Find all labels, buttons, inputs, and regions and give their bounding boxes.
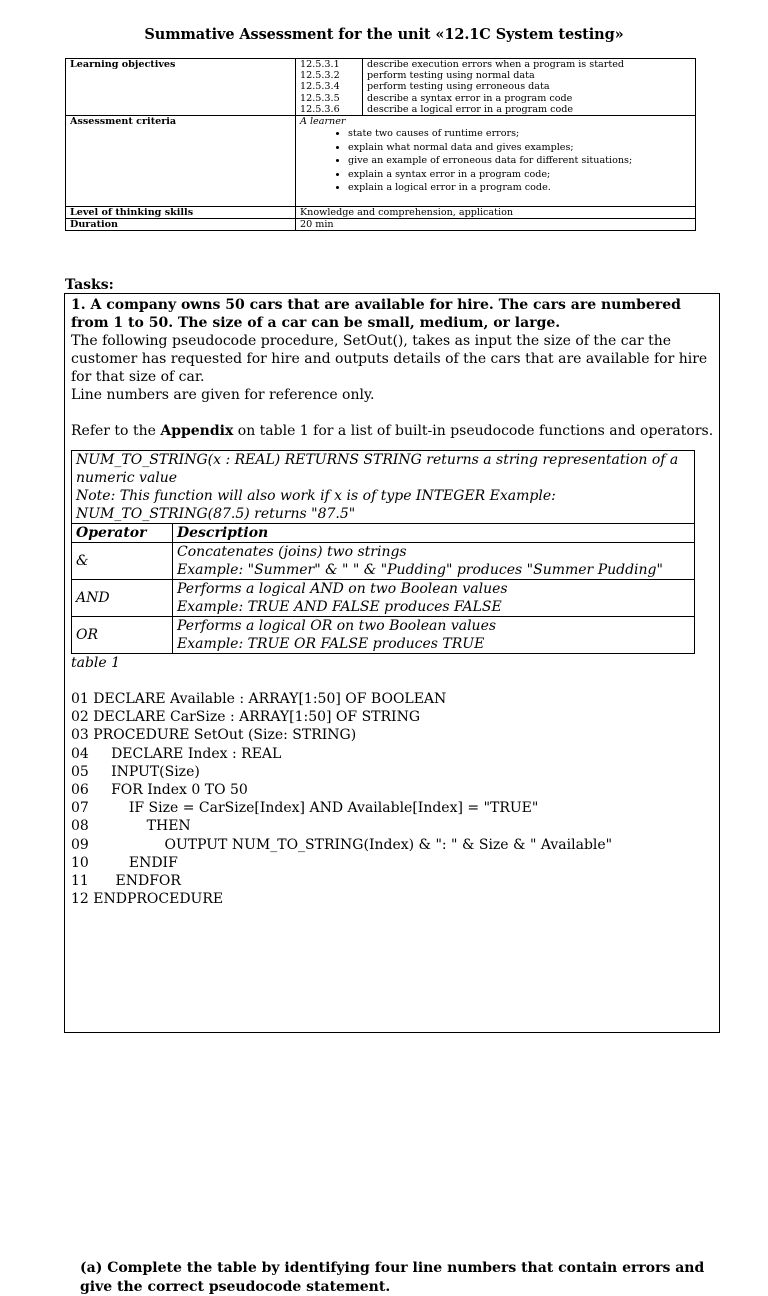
line-note: Line numbers are given for reference only. bbox=[71, 387, 375, 403]
objective-code: 12.5.3.5 bbox=[300, 92, 340, 104]
criteria-item: • state two causes of runtime errors; bbox=[348, 127, 691, 141]
operator-header-row bbox=[72, 524, 695, 543]
question-a bbox=[80, 1259, 710, 1296]
function-row bbox=[72, 451, 695, 524]
code-line: 02 DECLARE CarSize : ARRAY[1:50] OF STRING bbox=[71, 709, 421, 726]
assessment-criteria-label: Assessment criteria bbox=[66, 116, 296, 207]
task-box bbox=[64, 293, 720, 1295]
operator-line: Performs a logical OR on two Boolean values bbox=[177, 618, 497, 634]
thinking-skills-label: Level of thinking skills bbox=[66, 207, 296, 219]
tasks-heading: Tasks: bbox=[65, 277, 114, 293]
objective-codes bbox=[296, 59, 363, 116]
operator-example: Example: TRUE AND FALSE produces FALSE bbox=[177, 599, 502, 615]
duration-row bbox=[66, 219, 696, 231]
criteria-intro: A learner bbox=[300, 116, 346, 128]
operator-row bbox=[72, 580, 695, 617]
criteria-list bbox=[300, 127, 691, 195]
code-line: 03 PROCEDURE SetOut (Size: STRING) bbox=[71, 727, 357, 744]
criteria-item: • explain a logical error in a program code. bbox=[348, 181, 691, 195]
function-note: Note: This function will also work if x is of type INTEGER Example: NUM_TO_STRING(87.5) returns "87.5" bbox=[76, 488, 556, 522]
objective-code: 12.5.3.1 bbox=[300, 59, 340, 70]
operator-symbol: OR bbox=[72, 617, 173, 654]
objective-text: describe a syntax error in a program code bbox=[367, 92, 573, 104]
objective-code: 12.5.3.4 bbox=[300, 81, 340, 93]
page-title: Summative Assessment for the unit «12.1C System testing» bbox=[144, 26, 624, 43]
operator-row bbox=[72, 617, 695, 654]
code-line: 09 OUTPUT NUM_TO_STRING(Index) & ": " & Size & " Available" bbox=[71, 836, 613, 853]
operator-row bbox=[72, 543, 695, 580]
pseudocode-block bbox=[71, 690, 717, 908]
thinking-skills-value: Knowledge and comprehension, application bbox=[296, 207, 696, 219]
learning-objectives-label: Learning objectives bbox=[66, 59, 296, 116]
operator-description bbox=[173, 543, 695, 580]
function-description: NUM_TO_STRING(x : REAL) RETURNS STRING returns a string representation of a numeric value bbox=[76, 452, 679, 486]
description-header: Description bbox=[173, 524, 695, 543]
task-description: The following pseudocode procedure, SetOut(), takes as input the size of the car the customer has requested for hire and outputs details of the cars that are available for hire for that size of car. bbox=[71, 333, 708, 385]
function-cell bbox=[72, 451, 695, 524]
operator-example: Example: "Summer" & " " & "Pudding" produces "Summer Pudding" bbox=[177, 562, 663, 578]
question-a-label: (a) bbox=[80, 1260, 103, 1276]
code-line: 05 INPUT(Size) bbox=[71, 763, 200, 780]
operator-description bbox=[173, 580, 695, 617]
duration-value: 20 min bbox=[296, 219, 696, 231]
objective-text: perform testing using normal data bbox=[367, 70, 535, 82]
assessment-criteria-cell bbox=[296, 116, 696, 207]
refer-text: Refer to the bbox=[71, 423, 161, 439]
operator-line: Performs a logical AND on two Boolean values bbox=[177, 581, 508, 597]
code-line: 04 DECLARE Index : REAL bbox=[71, 745, 282, 762]
code-line: 12 ENDPROCEDURE bbox=[71, 891, 224, 908]
objective-code: 12.5.3.2 bbox=[300, 70, 340, 82]
operator-example: Example: TRUE OR FALSE produces TRUE bbox=[177, 636, 485, 652]
task-content bbox=[71, 296, 717, 908]
objective-text: perform testing using erroneous data bbox=[367, 81, 550, 93]
operator-symbol: AND bbox=[72, 580, 173, 617]
criteria-item: • give an example of erroneous data for different situations; bbox=[348, 154, 691, 168]
objective-text: describe execution errors when a program is started bbox=[367, 59, 625, 70]
code-line: 08 THEN bbox=[71, 818, 191, 835]
criteria-item: • explain a syntax error in a program code; bbox=[348, 168, 691, 182]
operator-header: Operator bbox=[72, 524, 173, 543]
code-line: 01 DECLARE Available : ARRAY[1:50] OF BOOLEAN bbox=[71, 691, 447, 707]
objective-texts bbox=[363, 59, 696, 116]
question-a-text: Complete the table by identifying four line numbers that contain errors and give the correct pseudocode statement. bbox=[80, 1260, 705, 1295]
operator-line: Concatenates (joins) two strings bbox=[177, 544, 407, 560]
operator-description bbox=[173, 617, 695, 654]
thinking-skills-row bbox=[66, 207, 696, 219]
appendix-table bbox=[71, 450, 695, 654]
refer-text: on table 1 for a list of built-in pseudocode functions and operators. bbox=[233, 423, 714, 439]
appendix-reference bbox=[71, 422, 717, 440]
code-line: 06 FOR Index 0 TO 50 bbox=[71, 782, 248, 799]
operator-symbol: & bbox=[72, 543, 173, 580]
learning-objectives-row bbox=[66, 59, 696, 116]
table-caption: table 1 bbox=[71, 655, 121, 671]
objective-code: 12.5.3.6 bbox=[300, 103, 340, 115]
code-line: 07 IF Size = CarSize[Index] AND Available[Index] = "TRUE" bbox=[71, 800, 539, 817]
objective-text: describe a logical error in a program code bbox=[367, 103, 574, 115]
code-line: 10 ENDIF bbox=[71, 854, 178, 871]
criteria-item: • explain what normal data and gives examples; bbox=[348, 141, 691, 155]
unit-info-table bbox=[65, 58, 696, 231]
code-line: 11 ENDFOR bbox=[71, 873, 181, 890]
task-heading: 1. A company owns 50 cars that are available for hire. The cars are numbered from 1 to 50. The size of a car can be small, medium, or large. bbox=[71, 297, 681, 331]
appendix-label: Appendix bbox=[160, 423, 234, 439]
duration-label: Duration bbox=[66, 219, 296, 231]
assessment-criteria-row bbox=[66, 116, 696, 207]
